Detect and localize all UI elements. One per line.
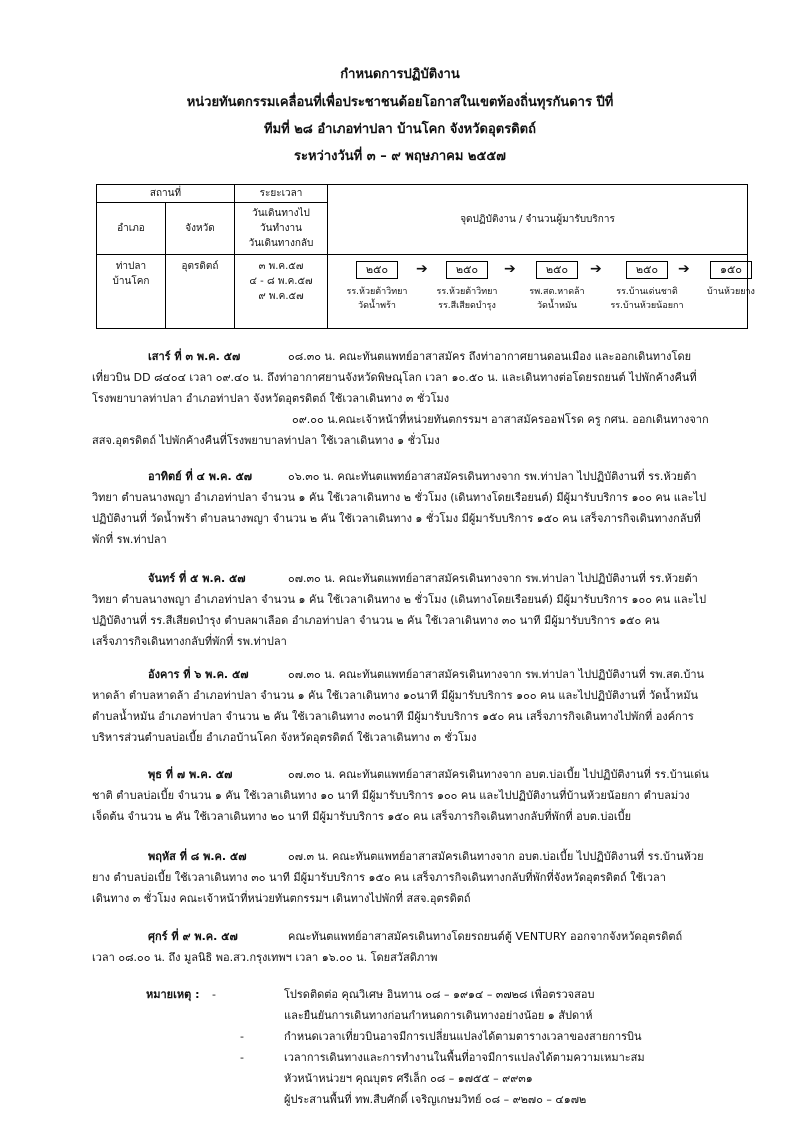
note-team-lead: หัวหน้าหน่วยฯ คุณบุตร ศรีเล็ก ๐๘ – ๑๗๕๕ – ๙๙๓๑ [284, 1072, 533, 1085]
doc-subtitle: หน่วยทันตกรรมเคลื่อนที่เพื่อประชาชนด้อยโอกาสในเขตท้องถิ่นทุรกันดาร ปีที่ [186, 95, 614, 110]
day-text: ๐๗.๓ น. คณะทันตแพทย์อาสาสมัครเดินทางจาก อบต.บ่อเบี้ย ไปปฏิบัติงานที่ รร.บ้านห้วย [288, 850, 704, 863]
stop-count-box: ๑๕๐ [710, 261, 752, 279]
doc-title: กำหนดการปฏิบัติงาน [340, 67, 460, 82]
arrow-right-icon: ➔ [590, 260, 602, 277]
stop-count-box: ๒๕๐ [536, 261, 578, 279]
team-line: ทีมที่ ๒๘ อำเภอท่าปลา บ้านโคก จังหวัดอุตรดิตถ์ [264, 122, 536, 137]
route-stop [686, 257, 776, 299]
day-text: คณะทันตแพทย์อาสาสมัครเดินทางโดยรถยนต์ตู้ VENTURY ออกจากจังหวัดอุตรดิตถ์ [288, 930, 683, 943]
stop-name: รพ.สต.หาดล้า วัดน้ำหมัน [529, 286, 585, 311]
day-text: ๐๗.๓๐ น. คณะทันตแพทย์อาสาสมัครเดินทางจาก รพ.ท่าปลา ไปปฏิบัติงานที่ รพ.สต.บ้าน [288, 668, 705, 681]
header-place: สถานที่ [97, 185, 235, 203]
stop-name: รร.ห้วยต้าวิทยา รร.สีเสียดบำรุง [436, 286, 498, 311]
header-district: อำเภอ [97, 203, 166, 255]
note-flight: กำหนดเวลาเที่ยวบินอาจมีการเปลี่ยนแปลงได้ตามตารางเวลาของสายการบิน [284, 1030, 642, 1043]
day-entry-thu [92, 846, 752, 909]
dates-cell: ๓ พ.ค.๕๗ ๔ - ๘ พ.ค.๕๗ ๙ พ.ค.๕๗ [235, 255, 328, 329]
province-cell: อุตรดิตถ์ [166, 255, 235, 329]
route-stop [422, 257, 512, 313]
day-label: ศุกร์ ที่ ๙ พ.ค. ๕๗ [148, 930, 238, 943]
notes-label: หมายเหตุ : [146, 988, 200, 1001]
date-range: ระหว่างวันที่ ๓ – ๙ พฤษภาคม ๒๕๕๗ [294, 149, 506, 164]
day-text-cont: ยาง ตำบลบ่อเบี้ย ใช้เวลาเดินทาง ๓๐ นาที มีผู้มารับบริการ ๑๕๐ คน เสร็จภารกิจเดินทางกลับที่พักที่จังหวัดอุตรดิตถ์ ใช้เวลา เดินทาง ๓ ชั่วโมง คณะเจ้าหน้าที่หน่วยทันตกรรมฯ เดินทางไปพักที่ สสจ.อุตรดิตถ์ [92, 871, 666, 905]
stop-count-box: ๒๕๐ [626, 261, 668, 279]
day-text-cont: เวลา ๐๘.๐๐ น. ถึง มูลนิธิ พอ.สว.กรุงเทพฯ เวลา ๑๖.๐๐ น. โดยสวัสดิภาพ [92, 951, 438, 964]
day-text-extra: ๐๙.๐๐ น.คณะเจ้าหน้าที่หน่วยทันตกรรมฯ อาสาสมัครออฟโรด ครู กศน. ออกเดินทางจาก [292, 413, 709, 426]
notes-dash: - [240, 1051, 244, 1064]
day-label: พฤหัส ที่ ๘ พ.ค. ๕๗ [148, 850, 247, 863]
day-text-cont: เที่ยวบิน DD ๘๔๐๔ เวลา ๐๙.๔๐ น. ถึงท่าอากาศยานจังหวัดพิษณุโลก เวลา ๑๐.๕๐ น. และเดินทางต่อโดยรถยนต์ ไปพักค้างคืนที่ โรงพยาบาลท่าปลา อำเภอท่าปลา จังหวัดอุตรดิตถ์ ใช้เวลาเดินทาง ๓ ชั่วโมง [92, 371, 697, 405]
day-text-cont: หาดล้า ตำบลหาดล้า อำเภอท่าปลา จำนวน ๑ คัน ใช้เวลาเดินทาง ๑๐นาที มีผู้มารับบริการ ๑๐๐ คน และไปปฏิบัติงานที่ วัดน้ำหมัน ตำบลน้ำหมัน อำเภอท่าปลา จำนวน ๒ คัน ใช้เวลาเดินทาง ๓๐นาที มีผู้มารับบริการ ๑๕๐ คน เสร็จภารกิจเดินทางไปพักที่ องค์การ บริหารส่วนตำบลบ่อเบี้ย อำเภอบ้านโคก จังหวัดอุตรดิตถ์ ใช้เวลาเดินทาง ๓ ชั่วโมง [92, 689, 699, 744]
header-province: จังหวัด [166, 203, 235, 255]
notes-dash: - [240, 1030, 244, 1043]
schedule-table [96, 184, 755, 329]
notes-dash: - [212, 988, 216, 1001]
note-schedule-change: เวลาการเดินทางและการทำงานในพื้นที่อาจมีการแปลงได้ตามความเหมาะสม [284, 1051, 645, 1064]
note-confirm: และยืนยันการเดินทางก่อนกำหนดการเดินทางอย่างน้อย ๑ สัปดาห์ [284, 1009, 593, 1022]
route-stop [332, 257, 422, 313]
route-flow [328, 257, 755, 327]
day-text: ๐๘.๓๐ น. คณะทันตแพทย์อาสาสมัคร ถึงท่าอากาศยานดอนเมือง และออกเดินทางโดย [288, 350, 692, 363]
note-contact: โปรดติดต่อ คุณวิเศษ อินทาน ๐๘ – ๑๙๑๔ – ๓๗๒๘ เพื่อตรวจสอบ [284, 988, 595, 1001]
day-label: พุธ ที่ ๗ พ.ค. ๕๗ [148, 768, 233, 781]
day-entry-tue [92, 664, 752, 748]
day-entry-fri [92, 926, 752, 968]
day-text-extra: สสจ.อุตรดิตถ์ ไปพักค้างคืนที่โรงพยาบาลท่าปลา ใช้เวลาเดินทาง ๑ ชั่วโมง [92, 434, 440, 447]
day-text: ๐๖.๓๐ น. คณะทันตแพทย์อาสาสมัครเดินทางจาก รพ.ท่าปลา ไปปฏิบัติงานที่ รร.ห้วยต้า [288, 470, 697, 483]
day-text-cont: วิทยา ตำบลนางพญา อำเภอท่าปลา จำนวน ๑ คัน ใช้เวลาเดินทาง ๒ ชั่วโมง (เดินทางโดยเรือยนต์) มีผู้มารับบริการ ๑๐๐ คน และไป ปฏิบัติงานที่ วัดน้ำพร้า ตำบลนางพญา จำนวน ๒ คัน ใช้เวลาเดินทาง ๑ ชั่วโมง มีผู้มารับบริการ ๑๕๐ คน เสร็จภารกิจเดินทางกลับที่ พักที่ รพ.ท่าปลา [92, 491, 707, 546]
stop-count-box: ๒๕๐ [356, 261, 398, 279]
day-entry-sun [92, 466, 752, 550]
header-time-detail: วันเดินทางไป วันทำงาน วันเดินทางกลับ [235, 203, 328, 255]
arrow-right-icon: ➔ [678, 260, 690, 277]
stop-count-box: ๒๕๐ [446, 261, 488, 279]
day-label: จันทร์ ที่ ๕ พ.ค. ๕๗ [148, 572, 246, 585]
day-text-cont: ชาติ ตำบลบ่อเบี้ย จำนวน ๑ คัน ใช้เวลาเดินทาง ๑๐ นาที มีผู้มารับบริการ ๑๐๐ คน และไปปฏิบัติงานที่บ้านห้วยน้อยกา ตำบลม่วง เจ็ดต้น จำนวน ๒ คัน ใช้เวลาเดินทาง ๒๐ นาที มีผู้มารับบริการ ๑๕๐ คน เสร็จภารกิจเดินทางกลับที่พักที่ อบต.บ่อเบี้ย [92, 789, 690, 823]
stop-name: รร.บ้านเด่นชาติ รร.บ้านห้วยน้อยกา [610, 286, 684, 311]
route-stop [512, 257, 602, 313]
note-coordinator: ผู้ประสานพื้นที่ ทพ.สืบศักดิ์ เจริญเกษมวิทย์ ๐๘ – ๙๒๗๐ – ๔๑๗๒ [284, 1093, 587, 1106]
day-label: อาทิตย์ ที่ ๔ พ.ค. ๕๗ [148, 470, 253, 483]
arrow-right-icon: ➔ [504, 260, 516, 277]
stop-name: รร.ห้วยต้าวิทยา วัดน้ำพร้า [346, 286, 408, 311]
route-cell [328, 255, 755, 329]
header-time: ระยะเวลา [235, 185, 328, 203]
day-label: เสาร์ ที่ ๓ พ.ค. ๕๗ [148, 350, 241, 363]
day-entry-wed [92, 764, 752, 827]
day-entry-sat [92, 346, 752, 451]
day-entry-mon [92, 568, 752, 652]
district-cell: ท่าปลา บ้านโคก [97, 255, 166, 329]
day-text: ๐๗.๓๐ น. คณะทันตแพทย์อาสาสมัครเดินทางจาก อบต.บ่อเบี้ย ไปปฏิบัติงานที่ รร.บ้านเด่น [288, 768, 709, 781]
day-text-cont: วิทยา ตำบลนางพญา อำเภอท่าปลา จำนวน ๑ คัน ใช้เวลาเดินทาง ๒ ชั่วโมง (เดินทางโดยเรือยนต์) มีผู้มารับบริการ ๑๐๐ คน และไป ปฏิบัติงานที่ รร.สีเสียดบำรุง ตำบลผาเลือด อำเภอท่าปลา จำนวน ๒ คัน ใช้เวลาเดินทาง ๓๐ นาที มีผู้มารับบริการ ๑๕๐ คน เสร็จภารกิจเดินทางกลับที่พักที่ รพ.ท่าปลา [92, 593, 707, 648]
header-route: จุดปฏิบัติงาน / จำนวนผู้มารับบริการ [328, 185, 748, 255]
stop-name: บ้านห้วยยาง [707, 286, 755, 297]
day-label: อังคาร ที่ ๖ พ.ค. ๕๗ [148, 668, 249, 681]
day-text: ๐๗.๓๐ น. คณะทันตแพทย์อาสาสมัครเดินทางจาก รพ.ท่าปลา ไปปฏิบัติงานที่ รร.ห้วยต้า [288, 572, 698, 585]
arrow-right-icon: ➔ [416, 260, 428, 277]
